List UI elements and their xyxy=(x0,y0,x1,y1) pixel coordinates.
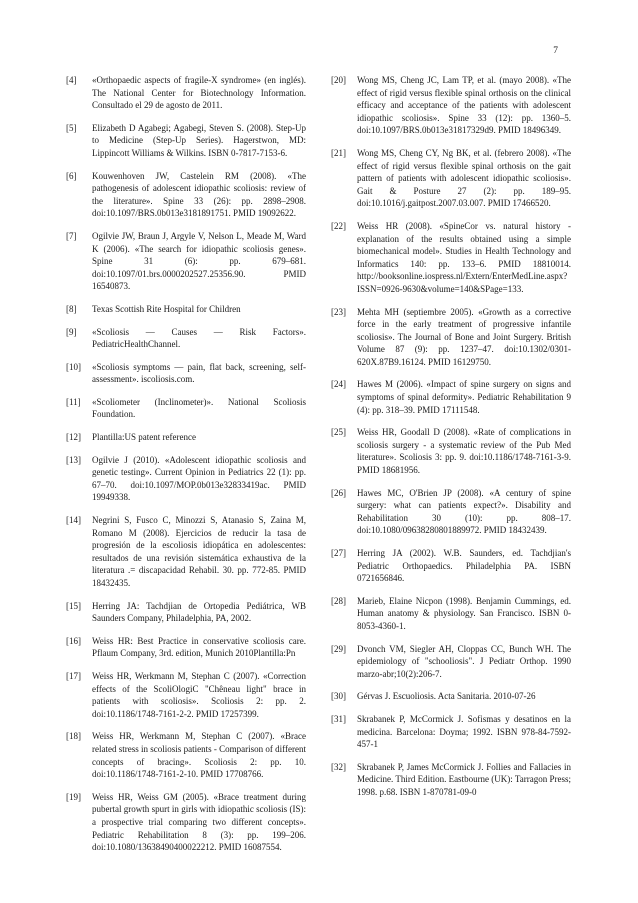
reference-number: [4] xyxy=(66,75,77,85)
reference-text: «Scoliosis — Causes — Risk Factors». PediatricHealthChannel. xyxy=(92,326,306,350)
reference-number: [20] xyxy=(331,75,346,85)
reference-item xyxy=(331,690,571,703)
reference-text: Plantilla:US patent reference xyxy=(92,432,196,443)
reference-number: [24] xyxy=(331,379,346,390)
reference-text: Weiss HR, Werkmann M, Stephan C (2007). «Correction effects of the ScoliOlogiC "Chêneau light" brace in patients with scoliosis». Scoliosis 2: pp. 2. doi:10.1186/1748-7161-2-2. PMID 17257399. xyxy=(92,670,306,719)
reference-number: [30] xyxy=(331,691,346,702)
reference-text: Negrini S, Fusco C, Minozzi S, Atanasio S, Zaina M, Romano M (2008). Ejercicios de reducir la tasa de progresión de la escoliosis idiopática en adolescentes: resultados de una revisión sistemática exhaustiva de la literatura .= discapacidad Rehabil. 30. pp. 772-85. PMID 18432435. xyxy=(92,515,306,588)
reference-item xyxy=(66,514,306,590)
reference-item xyxy=(66,431,306,444)
reference-item xyxy=(66,396,306,421)
reference-number: [10] xyxy=(66,361,81,372)
reference-number: [15] xyxy=(66,600,81,611)
reference-number: [26] xyxy=(331,487,346,498)
reference-number: [19] xyxy=(66,791,81,802)
reference-number: [22] xyxy=(331,220,346,231)
reference-number: [31] xyxy=(331,713,346,724)
reference-item xyxy=(331,220,571,296)
reference-item xyxy=(331,306,571,369)
reference-item xyxy=(331,595,571,633)
reference-item xyxy=(331,643,571,681)
reference-text: Hawes MC, O'Brien JP (2008). «A century of spine surgery: what can patients expect?». Disability and Rehabilitation 30 (10): pp. 808–17. doi:10.1080/09638280801889972. PMID 18432439. xyxy=(357,487,571,536)
reference-number: [27] xyxy=(331,548,346,558)
reference-number: [23] xyxy=(331,306,346,317)
reference-number: [28] xyxy=(331,595,346,606)
reference-text: Ogilvie JW, Braun J, Argyle V, Nelson L, Meade M, Ward K (2006). «The search for idiopathic scoliosis genes». Spine 31 (6): pp. 679–681. doi:10.1097/01.brs.0000202527.25356.90. PMID 16540873. xyxy=(92,230,306,292)
reference-text: Hawes M (2006). «Impact of spine surgery on signs and symptoms of spinal deformity». Pediatric Rehabilitation 9 (4): pp. 318–39. PMID 17111548. xyxy=(357,379,571,415)
reference-number: [18] xyxy=(66,731,81,742)
reference-number: [17] xyxy=(66,670,81,681)
reference-text: Marieb, Elaine Nicpon (1998). Benjamin Cummings, ed. Human anatomy & physiology. San Francisco. ISBN 0-8053-4360-1. xyxy=(357,595,571,631)
reference-number: [16] xyxy=(66,635,81,646)
reference-number: [32] xyxy=(331,761,346,772)
reference-item xyxy=(331,147,571,210)
reference-number: [25] xyxy=(331,427,346,438)
reference-number: [11] xyxy=(66,396,81,407)
reference-number: [21] xyxy=(331,147,346,158)
reference-text: «Scoliosis symptoms — pain, flat back, screening, self-assessment». iscoliosis.com. xyxy=(92,361,306,385)
reference-number: [13] xyxy=(66,454,81,465)
reference-text: Skrabanek P, James McCormick J. Follies and Fallacies in Medicine. Third Edition. Eastbourne (UK): Tarragon Press; 1998. p.68. ISBN 1-870781-09-0 xyxy=(357,761,571,797)
reference-item xyxy=(331,487,571,537)
reference-item xyxy=(66,454,306,504)
left-reference-column xyxy=(66,74,306,854)
reference-number: [14] xyxy=(66,515,81,526)
reference-text: Mehta MH (septiembre 2005). «Growth as a corrective force in the early treatment of progressive infantile scoliosis». The Journal of Bone and Joint Surgery. British Volume 87 (9): pp. 1237–47. doi:10.1302/0301-620X.87B9.16124. PMID 16129750. xyxy=(357,306,571,367)
reference-number: [29] xyxy=(331,643,346,654)
reference-number: [9] xyxy=(66,326,77,337)
reference-text: Weiss HR, Weiss GM (2005). «Brace treatment during pubertal growth spurt in girls with idiopathic scoliosis (IS): a prospective trial comparing two different concepts». Pediatric Rehabilitation 8 (3): pp. 199–206. doi:10.1080/13638490400022212. PMID 16087554. xyxy=(92,791,306,853)
reference-item xyxy=(331,547,571,585)
reference-text: Wong MS, Cheng CY, Ng BK, et al. (febrero 2008). «The effect of rigid versus flexible spinal orthosis on the gait pattern of patients with adolescent idiopathic scoliosis». Gait & Posture 27 (2): pp. 189–95. doi:10.1016/j.gaitpost.2007.03.007. PMID 17466520. xyxy=(357,147,571,209)
right-reference-column xyxy=(331,74,571,799)
reference-text: Dvonch VM, Siegler AH, Cloppas CC, Bunch WH. The epidemiology of "schooliosis". J Pediatr Orthop. 1990 marzo-abr;10(2):206-7. xyxy=(357,643,571,679)
reference-number: [12] xyxy=(66,432,81,443)
reference-item xyxy=(66,230,306,293)
reference-item xyxy=(66,326,306,351)
reference-item xyxy=(331,426,571,476)
reference-number: [7] xyxy=(66,230,77,241)
reference-number: [6] xyxy=(66,170,77,181)
reference-text: Texas Scottish Rite Hospital for Children xyxy=(92,303,241,314)
reference-item xyxy=(66,361,306,386)
reference-text: Herring JA: Tachdjian de Ortopedia Pediátrica, WB Saunders Company, Philadelphia, PA, 2002. xyxy=(92,600,306,624)
reference-item xyxy=(66,600,306,625)
reference-text: «Scoliometer (Inclinometer)». National Scoliosis Foundation. xyxy=(92,396,306,420)
reference-text: Ogilvie J (2010). «Adolescent idiopathic scoliosis and genetic testing». Current Opinion in Pediatrics 22 (1): pp. 67–70. doi:10.1097/MOP.0b013e32833419ac. PMID 19949338. xyxy=(92,454,306,503)
reference-number: [8] xyxy=(66,303,77,314)
reference-item xyxy=(66,303,306,316)
reference-text: Skrabanek P, McCormick J. Sofismas y desatinos en la medicina. Barcelona: Doyma; 1992. ISBN 978-84-7592-457-1 xyxy=(357,713,571,750)
reference-text: Kouwenhoven JW, Castelein RM (2008). «The pathogenesis of adolescent idiopathic scoliosis: review of the literature». Spine 33 (26): pp. 2898–2908. doi:10.1097/BRS.0b013e3181891751. PMID 19092622. xyxy=(92,170,306,219)
reference-text: Wong MS, Cheng JC, Lam TP, et al. (mayo 2008). «The effect of rigid versus flexible spinal orthosis on the clinical efficacy and acceptance of the patients with adolescent idiopathic scoliosis». Spine 33 (12): pp. 1360–5. doi:10.1097/BRS.0b013e31817329d9. PMID 18496349. xyxy=(357,75,571,136)
reference-number: [5] xyxy=(66,122,77,133)
reference-item xyxy=(66,730,306,780)
reference-text: Weiss HR, Goodall D (2008). «Rate of complications in scoliosis surgery - a systematic review of the Pub Med literature». Scoliosis 3: pp. 9. doi:10.1186/1748-7161-3-9. PMID 18681956. xyxy=(357,427,571,476)
reference-text: «Orthopaedic aspects of fragile-X syndrome» (en inglés). The National Center for Biotechnology Information. Consultado el 29 de agosto de 2011. xyxy=(92,75,306,111)
reference-item xyxy=(66,170,306,220)
reference-text: Elizabeth D Agabegi; Agabegi, Steven S. (2008). Step-Up to Medicine (Step-Up Series). Hagerstwon, MD: Lippincott Williams & Wilkins. ISBN 0-7817-7153-6. xyxy=(92,122,306,158)
reference-text: Herring JA (2002). W.B. Saunders, ed. Tachdjian's Pediatric Orthopaedics. Philadelphia PA. ISBN 0721656846. xyxy=(357,548,571,584)
reference-item xyxy=(66,635,306,660)
reference-item xyxy=(66,122,306,160)
reference-item xyxy=(331,761,571,799)
reference-item xyxy=(66,74,306,112)
reference-text: Weiss HR (2008). «SpineCor vs. natural history - explanation of the results obtained using a simple biomechanical model». Studies in Health Technology and Informatics 140: pp. 133–6. PMID 18810014. http://booksonline.iospress.nl/Extern/EnterMedLine.aspx?ISSN=0926-9630&volume=140&SPage=133. xyxy=(357,220,571,294)
reference-item xyxy=(331,378,571,416)
reference-text: Gérvas J. Escuoliosis. Acta Sanitaria. 2010-07-26 xyxy=(357,691,536,702)
reference-item xyxy=(66,670,306,720)
reference-text: Weiss HR, Werkmann M, Stephan C (2007). «Brace related stress in scoliosis patients - Comparison of different concepts of bracing». Scoliosis 2: pp. 10. doi:10.1186/1748-7161-2-10. PMID 17708766. xyxy=(92,731,306,780)
page-number: 7 xyxy=(553,46,558,56)
reference-item xyxy=(331,74,571,137)
reference-text: Weiss HR: Best Practice in conservative scoliosis care. Pflaum Company, 3rd. edition, Munich 2010Plantilla:Pn xyxy=(92,635,306,659)
reference-item xyxy=(66,791,306,854)
reference-item xyxy=(331,713,571,751)
